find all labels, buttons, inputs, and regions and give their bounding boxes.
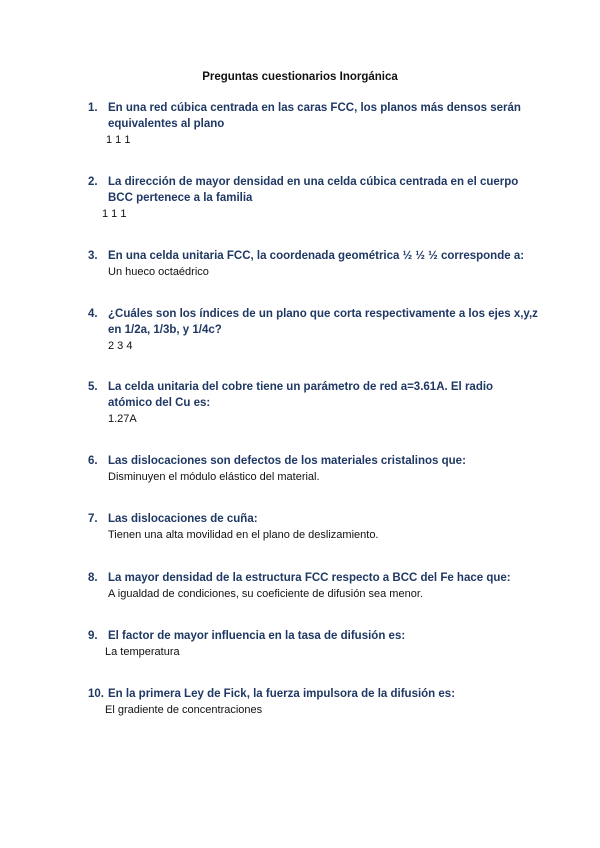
question-item bbox=[88, 100, 538, 148]
question-item bbox=[88, 511, 538, 543]
question-answer: A igualdad de condiciones, su coeficiente de difusión sea menor. bbox=[108, 588, 423, 600]
page-title: Preguntas cuestionarios Inorgánica bbox=[202, 71, 398, 83]
question-number: 9. bbox=[88, 630, 98, 642]
question-number: 10. bbox=[88, 688, 104, 700]
question-text: ¿Cuáles son los índices de un plano que corta respectivamente a los ejes x,y,z en 1/2a, 1/3b, y 1/4c? bbox=[108, 308, 538, 336]
question-item bbox=[88, 628, 538, 660]
question-answer: 1.27A bbox=[108, 413, 137, 425]
question-item bbox=[88, 686, 538, 718]
question-number: 5. bbox=[88, 381, 98, 393]
question-text: En una celda unitaria FCC, la coordenada geométrica ½ ½ ½ corresponde a: bbox=[108, 250, 525, 262]
question-number: 1. bbox=[88, 102, 98, 114]
question-answer: El gradiente de concentraciones bbox=[105, 704, 263, 716]
question-item bbox=[88, 248, 538, 280]
question-answer: 2 3 4 bbox=[108, 340, 133, 352]
question-answer: 1 1 1 bbox=[106, 134, 131, 146]
question-number: 7. bbox=[88, 513, 98, 525]
question-text: En la primera Ley de Fick, la fuerza impulsora de la difusión es: bbox=[108, 688, 456, 700]
question-answer: La temperatura bbox=[105, 646, 180, 658]
question-answer: Tienen una alta movilidad en el plano de deslizamiento. bbox=[108, 529, 379, 541]
question-text: Las dislocaciones son defectos de los materiales cristalinos que: bbox=[108, 455, 466, 467]
question-text: La dirección de mayor densidad en una celda cúbica centrada en el cuerpo BCC pertenece a la familia bbox=[108, 176, 519, 204]
question-number: 2. bbox=[88, 176, 98, 188]
question-item bbox=[88, 453, 538, 485]
question-number: 6. bbox=[88, 455, 98, 467]
question-text: La mayor densidad de la estructura FCC respecto a BCC del Fe hace que: bbox=[108, 572, 511, 584]
question-item bbox=[88, 174, 538, 222]
question-number: 3. bbox=[88, 250, 98, 262]
question-item bbox=[88, 570, 538, 602]
question-item bbox=[88, 379, 538, 427]
question-text: El factor de mayor influencia en la tasa de difusión es: bbox=[108, 630, 406, 642]
question-item bbox=[88, 306, 538, 354]
question-text: Las dislocaciones de cuña: bbox=[108, 513, 258, 525]
question-text: En una red cúbica centrada en las caras FCC, los planos más densos serán equivalentes al plano bbox=[108, 102, 521, 130]
question-text: La celda unitaria del cobre tiene un parámetro de red a=3.61A. El radio atómico del Cu es: bbox=[108, 381, 494, 409]
question-number: 4. bbox=[88, 308, 98, 320]
question-answer: Disminuyen el módulo elástico del material. bbox=[108, 471, 320, 483]
question-answer: 1 1 1 bbox=[102, 208, 127, 220]
question-answer: Un hueco octaédrico bbox=[108, 266, 209, 278]
question-number: 8. bbox=[88, 572, 98, 584]
